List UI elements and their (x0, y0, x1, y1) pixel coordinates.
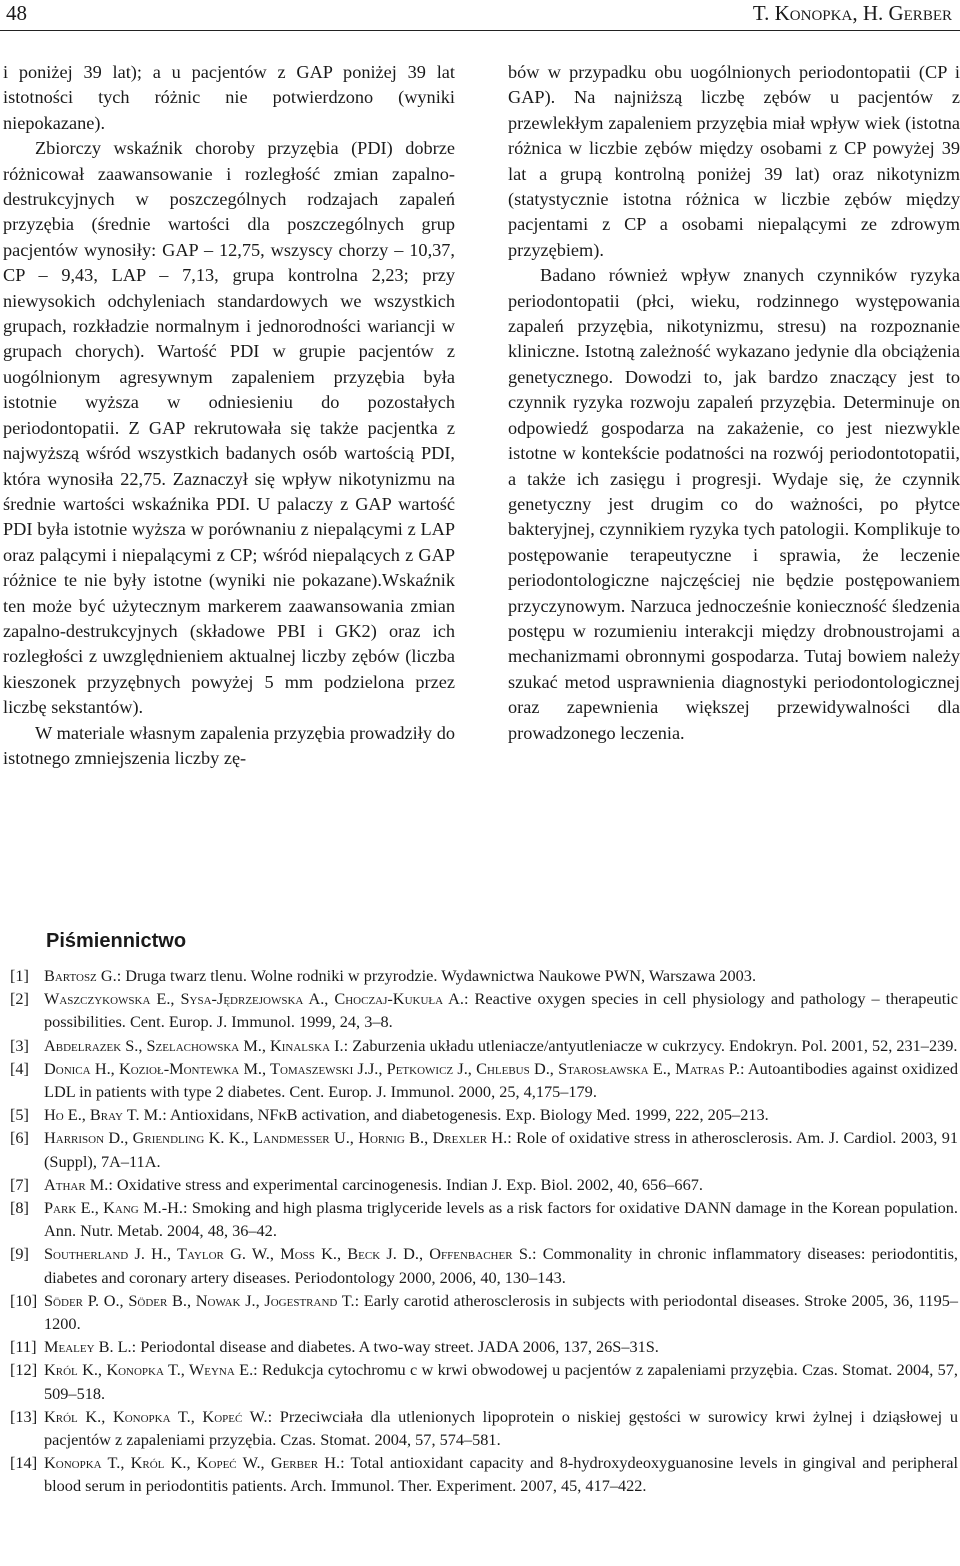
reference-text: : Przeciwciała dla utlenionych lipoprotein o niskiej gęstości w surowicy krwi żylnej i dziąsłowej u pacjentów z zapaleniami przyzębia. Czas. Stomat. 2004, 57, 574–581. (44, 1406, 958, 1450)
references-list (0, 964, 958, 1498)
reference-authors: Söder P. O., Söder B., Nowak J., Jogestrand T. (44, 1290, 355, 1310)
reference-number: [14] (10, 1453, 38, 1473)
reference-authors: Król K., Konopka T., Weyna E. (44, 1360, 254, 1380)
reference-authors: Harrison D., Griendling K. K., Landmesser U., Hornig B., Drexler H. (44, 1128, 508, 1148)
reference-number: [10] (10, 1290, 38, 1310)
running-head: T. Konopka, H. Gerber (752, 1, 952, 25)
reference-item (0, 1242, 958, 1288)
reference-text: : Periodontal disease and diabetes. A two-way street. JADA 2006, 137, 26S–31S. (131, 1337, 659, 1357)
reference-text: : Redukcja cytochromu c w krwi obwodowej u pacjentów z zapaleniami przyzębia. Czas. Stomat. 2004, 57, 509–518. (44, 1360, 958, 1403)
reference-number: [4] (10, 1058, 29, 1078)
reference-authors: Bartosz G. (44, 966, 117, 985)
reference-authors: Mealey B. L. (44, 1337, 132, 1357)
reference-number: [9] (10, 1244, 29, 1264)
reference-item (0, 1451, 958, 1497)
reference-item (0, 1289, 958, 1335)
reference-item (0, 1126, 958, 1172)
reference-number: [2] (10, 989, 29, 1009)
reference-item (0, 1405, 958, 1451)
reference-authors: Waszczykowska E., Sysa-Jędrzejowska A., Choczaj-Kukuła A. (44, 989, 464, 1009)
reference-text: : Zaburzenia układu utleniacze/antyutleniacze w cukrzycy. Endokryn. Pol. 2001, 52, 231–239. (343, 1035, 958, 1055)
paragraph: bów w przypadku obu uogólnionych periodontopatii (CP i GAP). Na najniższą liczbę zębów u pacjentów z przewlekłym zapaleniem przyzębia miał wpływ wiek (istotna różnica w liczbie zębów między osobami z CP powyżej 39 lat a grupą kontrolną poniżej 39 lat) oraz nikotynizm (statystycznie istotna różnica w liczbie zębów między pacjentami z CP a osobami niepalącymi ze zdrowym przyzębiem). (508, 62, 960, 260)
reference-text: : Early carotid atherosclerosis in subjects with periodontal diseases. Stroke 2005, 36, 1195–1200. (44, 1290, 958, 1334)
reference-number: [1] (10, 966, 29, 985)
page-header (0, 0, 960, 34)
paragraph: Zbiorczy wskaźnik choroby przyzębia (PDI) dobrze różnicował zaawansowanie i rozległość zmian zapalno-destrukcyjnych w poszczególnych rodzajach zapaleń przyzębia (średnie wartości dla poszczególnych grup pacjentów wynosiły: GAP – 12,75, wszyscy chorzy – 10,37, CP – 9,43, LAP – 7,13, grupa kontrolna 2,23; przy niewysokich odchyleniach standardowych we wszystkich grupach, rozkładzie normalnym i jednorodności wariancji w grupach chorych). Wartość PDI w grupie pacjentów z uogólnionym agresywnym zapaleniem przyzębia była istotnie wyższa w odniesieniu do pozostałych periodontopatii. Z GAP rekrutowała się także pacjentka z najwyższą wśród wszystkich badanych osób wartością PDI, która wynosiła 22,75. Zaznaczył się wpływ nikotynizmu na średnie wartości wskaźnika PDI. U palaczy z GAP wartość PDI była istotnie wyższa w porównaniu z niepalącymi z LAP oraz palącymi i niepalącymi z CP; wśród niepalących z GAP różnice te nie były istotne (wyniki nie pokazane).Wskaźnik ten może być użytecznym markerem zaawansowania zmian zapalno-destrukcyjnych (składowe PBI i GK2) oraz ich rozległości z uwzględnieniem aktualnej liczby zębów (liczba kieszonek przyzębnych powyżej 5 mm podzielona przez liczbę sekstantów). (3, 138, 455, 718)
paragraph: i poniżej 39 lat); a u pacjentów z GAP poniżej 39 lat istotności tych różnic nie potwierdzono (wyniki niepokazane). (3, 62, 455, 133)
reference-authors: Athar M. (44, 1174, 109, 1194)
paragraph: Badano również wpływ znanych czynników ryzyka periodontopatii (płci, wieku, rodzinnego występowania zapaleń przyzębia, nikotynizmu, stresu) na rozpoznanie kliniczne. Istotną zależność wykazano jedynie dla obciążenia genetycznego. Dowodzi to, jak bardzo znaczący jest to czynnik ryzyka rozwoju zapaleń przyzębia. Determinuje on odpowiedź gospodarza na zakażenie, co jest niezwykle istotne w kontekście podatności na rozwój periodontotopatii, a także ich zasięgu i progresji. Wydaje się, że czynnik genetyczny jest drugim co do ważności, po płytce bakteryjnej, czynnikiem ryzyka tych patologii. Komplikuje to postępowanie terapeutyczne i sprawia, że leczenie periodontologiczne najczęściej nie będzie postępowaniem przyczynowym. Narzuca jednocześnie konieczność śledzenia postępu w rozumieniu interakcji między drobnoustrojami a mechanizmami obronnymi gospodarza. Tutaj bowiem należy szukać metod usprawnienia diagnostyki periodontologicznej oraz zapewnienia większej przewidywalności dla prowadzonego leczenia. (508, 265, 960, 743)
reference-number: [6] (10, 1128, 29, 1148)
reference-authors: Ho E., Bray T. M. (44, 1105, 163, 1125)
reference-authors: Donica H., Kozioł-Montewka M., Tomaszewski J.J., Petkowicz J., Chlebus D., Starosławska E., Matras P. (44, 1058, 740, 1078)
reference-item (0, 1196, 958, 1242)
reference-number: [8] (10, 1198, 29, 1218)
reference-authors: Southerland J. H., Taylor G. W., Moss K., Beck J. D., Offenbacher S. (44, 1244, 532, 1264)
reference-text: : Reactive oxygen species in cell physiology and pathology – therapeutic possibilities. Cent. Europ. J. Immunol. 1999, 24, 3–8. (44, 989, 958, 1032)
reference-authors: Abdelrazek S., Szelachowska M., Kinalska I. (44, 1035, 344, 1055)
reference-number: [13] (10, 1406, 38, 1426)
reference-item (0, 1103, 958, 1126)
reference-item (0, 987, 958, 1033)
reference-item (0, 1335, 958, 1358)
right-column (508, 60, 960, 746)
reference-text: : Druga twarz tlenu. Wolne rodniki w przyrodzie. Wydawnictwa Naukowe PWN, Warszawa 2003. (116, 966, 757, 985)
reference-item (0, 1173, 958, 1196)
reference-item (0, 1057, 958, 1103)
left-column (3, 60, 455, 771)
reference-authors: Park E., Kang M.-H. (44, 1198, 183, 1218)
reference-text: : Autoantibodies against oxidized LDL in patients with type 2 diabetes. Cent. Europ. J. Immunol. 2000, 25, 4,175–179. (44, 1058, 958, 1102)
reference-item (0, 964, 958, 987)
reference-text: : Total antioxidant capacity and 8-hydroxydeoxyguanosine levels in gingival and peripheral blood serum in periodontitis patients. Arch. Immunol. Ther. Experiment. 2007, 45, 417–422. (44, 1453, 958, 1496)
reference-number: [12] (10, 1360, 38, 1380)
reference-text: : Role of oxidative stress in atherosclerosis. Am. J. Cardiol. 2003, 91 (Suppl), 7A–11A. (44, 1128, 958, 1171)
reference-item (0, 1034, 958, 1057)
reference-number: [7] (10, 1174, 29, 1194)
reference-text: : Oxidative stress and experimental carcinogenesis. Indian J. Exp. Biol. 2002, 40, 656–667. (108, 1174, 703, 1194)
reference-number: [3] (10, 1035, 29, 1055)
reference-number: [11] (10, 1337, 37, 1357)
reference-text: : Smoking and high plasma triglyceride levels as a risk factors for oxidative DANN damage in the Korean population. Ann. Nutr. Metab. 2004, 48, 36–42. (44, 1198, 959, 1241)
reference-number: [5] (10, 1105, 29, 1125)
reference-text: : Commonality in chronic inflammatory diseases: periodontitis, diabetes and coronary artery diseases. Periodontology 2000, 2006, 40, 130–143. (44, 1244, 958, 1287)
reference-item (0, 1358, 958, 1404)
page-number: 48 (6, 1, 27, 25)
header-rule (0, 30, 960, 31)
references-heading: Piśmiennictwo (46, 930, 187, 952)
paragraph: W materiale własnym zapalenia przyzębia prowadziły do istotnego zmniejszenia liczby zę- (3, 722, 455, 768)
reference-authors: Konopka T., Król K., Kopeć W., Gerber H. (44, 1453, 341, 1473)
reference-authors: Król K., Konopka T., Kopeć W. (44, 1406, 268, 1426)
reference-text: : Antioxidans, NFκB activation, and diabetogenesis. Exp. Biology Med. 1999, 222, 205–213. (162, 1105, 769, 1125)
